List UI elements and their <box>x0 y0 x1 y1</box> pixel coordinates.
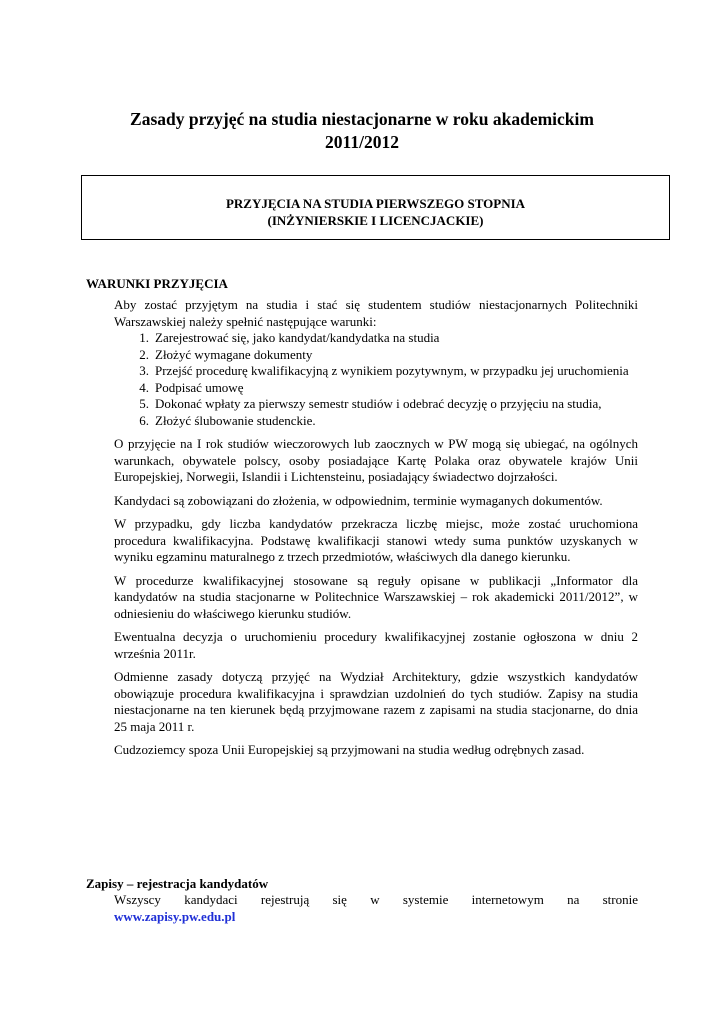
list-item <box>114 363 638 380</box>
document-title <box>60 108 664 154</box>
registration-heading: Zapisy – rejestracja kandydatów <box>86 876 269 891</box>
foreigners-paragraph: Cudzoziemcy spoza Unii Europejskiej są przyjmowani na studia według odrębnych zasad. <box>114 742 585 757</box>
admission-level-box <box>81 175 670 240</box>
list-item-number: 2. <box>139 346 149 362</box>
document-title-line1: Zasady przyjęć na studia niestacjonarne w roku akademickim <box>130 109 594 129</box>
list-item-text: Zarejestrować się, jako kandydat/kandydatka na studia <box>155 330 440 345</box>
registration-text: Wszyscy kandydaci rejestrują się w systemie internetowym na stronie <box>114 892 638 907</box>
list-item-number: 3. <box>139 363 149 378</box>
box-line1: PRZYJĘCIA NA STUDIA PIERWSZEGO STOPNIA <box>225 196 526 211</box>
list-item-number: 6. <box>139 412 149 428</box>
steps-list <box>114 330 638 429</box>
list-item-number: 4. <box>139 379 149 395</box>
list-item-text: Złożyć ślubowanie studenckie. <box>155 412 316 428</box>
list-item-text: Przejść procedurę kwalifikacyjną z wynikiem pozytywnym, w przypadku jej uruchomienia <box>155 363 629 378</box>
decision-paragraph: Ewentualna decyzja o uruchomieniu procedury kwalifikacyjnej zostanie ogłoszona w dniu 2 września 2011r. <box>114 629 638 661</box>
list-item-number: 1. <box>139 330 149 345</box>
rules-paragraph: W procedurze kwalifikacyjnej stosowane są reguły opisane w publikacji „Informator dla kandydatów na studia stacjonarne w Politechnice Warszawskiej – rok akademicki 2011/2012”, w odniesieniu do właściwego kierunku studiów. <box>114 572 638 621</box>
list-item <box>114 413 638 430</box>
list-item-text: Podpisać umowę <box>155 379 244 395</box>
registration-paragraph <box>114 892 638 925</box>
list-item-text: Dokonać wpłaty za pierwszy semestr studiów i odebrać decyzję o przyjęciu na studia, <box>155 396 602 411</box>
qualification-paragraph: W przypadku, gdy liczba kandydatów przekracza liczbę miejsc, może zostać uruchomiona procedura kwalifikacyjna. Podstawę kwalifikacji stanowi wtedy suma punktów uzyskanych w wyniku egzaminu maturalnego z trzech przedmiotów, właściwych dla danego kierunku. <box>114 516 638 564</box>
list-item <box>114 347 638 364</box>
list-item-number: 5. <box>139 396 149 411</box>
list-item <box>114 396 638 413</box>
documents-paragraph: Kandydaci są zobowiązani do złożenia, w odpowiednim, terminie wymaganych dokumentów. <box>114 492 603 508</box>
document-title-line2: 2011/2012 <box>325 132 399 152</box>
architecture-paragraph: Odmienne zasady dotyczą przyjęć na Wydział Architektury, gdzie wszystkich kandydatów obowiązuje procedura kwalifikacyjna i sprawdzian uzdolnień do tych studiów. Zapisy na studia niestacjonarne na ten kierunek będą przyjmowane razem z zapisami na studia stacjonarne, do dnia 25 maja 2011 r. <box>114 669 638 734</box>
intro-paragraph: Aby zostać przyjętym na studia i stać się studentem studiów niestacjonarnych Politechniki Warszawskiej należy spełnić następujące warunki: <box>114 297 638 329</box>
box-line2: (INŻYNIERSKIE I LICENCJACKIE) <box>267 213 484 228</box>
registration-link[interactable]: www.zapisy.pw.edu.pl <box>114 908 236 924</box>
eligibility-paragraph: O przyjęcie na I rok studiów wieczorowych lub zaocznych w PW mogą się ubiegać, na ogólnych warunkach, obywatele polscy, osoby posiadające Kartę Polaka oraz obywatele krajów Unii Europejskiej, Norwegii, Islandii i Lichtensteinu, posiadający świadectwo dojrzałości. <box>114 436 638 484</box>
section-heading: WARUNKI PRZYJĘCIA <box>86 276 228 291</box>
list-item <box>114 380 638 397</box>
list-item-text: Złożyć wymagane dokumenty <box>155 346 313 362</box>
list-item <box>114 330 638 347</box>
section-content <box>114 297 638 766</box>
